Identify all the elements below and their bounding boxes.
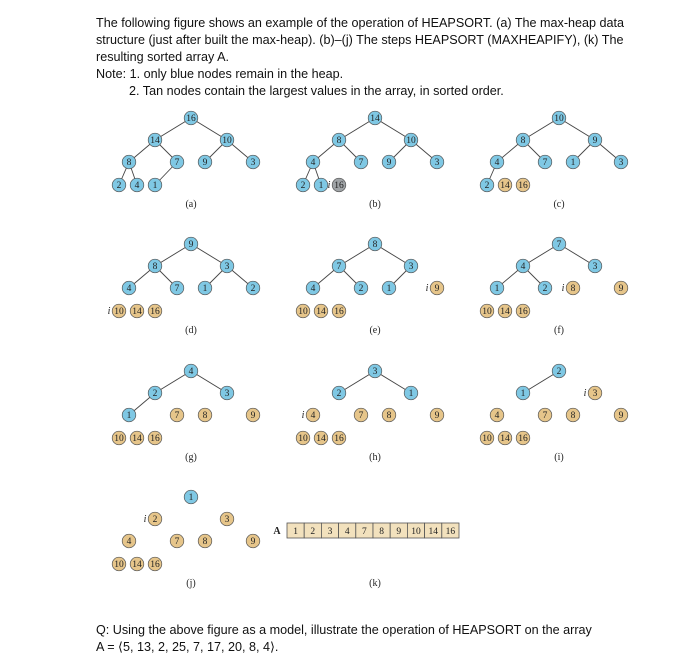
node-value: 8 [570,284,576,295]
node-value: 14 [500,434,510,445]
heap-node [354,281,368,295]
node-value: 7 [174,411,180,422]
node-value: 4 [520,262,526,273]
heap-node [246,155,260,169]
heap-node [490,281,504,295]
node-value: 10 [482,307,492,318]
node-value: 8 [202,537,208,548]
heap-node [404,259,418,273]
heap-node [614,155,628,169]
node-value: 16 [150,307,160,318]
panel-caption: (i) [554,452,564,463]
heap-node [382,155,396,169]
node-value: 14 [132,560,142,571]
heap-node [516,259,530,273]
intro-line-1: The following figure shows an example of the operation of HEAPSORT. (a) The max-heap data [96,16,625,30]
heap-node [170,281,184,295]
heap-node [588,259,602,273]
panel-caption: (j) [186,578,196,589]
heap-panel-g [112,364,260,463]
node-value: 2 [152,389,158,400]
node-value: 1 [202,284,208,295]
node-value: 16 [518,434,528,445]
node-value: 3 [592,262,598,273]
node-value: 2 [250,284,256,295]
node-value: 10 [298,307,308,318]
node-value: 10 [114,560,124,571]
node-value: 1 [520,389,526,400]
swap-index-mark: i [301,410,305,421]
heap-panel-j [112,490,260,589]
panel-caption: (b) [369,199,381,210]
node-value: 7 [174,284,180,295]
sorted-node [430,281,444,295]
sorted-node [430,408,444,422]
sorted-node [480,304,494,318]
node-value: 16 [518,307,528,318]
panel-caption: (a) [185,199,197,210]
heap-panel-b [296,111,444,210]
question-line-1: Q: Using the above figure as a model, illustrate the operation of HEAPSORT on the array [96,623,592,637]
sorted-node [306,408,320,422]
sorted-node [148,557,162,571]
array-cell-value: 16 [445,527,456,537]
sorted-node [122,534,136,548]
heap-node [246,281,260,295]
heap-panel-d [112,237,260,336]
heap-node [314,178,328,192]
node-value: 7 [358,158,364,169]
question-line-2: A = ⟨5, 13, 2, 25, 7, 17, 20, 8, 4⟩. [96,640,279,654]
node-value: 8 [202,411,208,422]
sorted-node [614,408,628,422]
sorted-node [198,408,212,422]
sorted-node [498,431,512,445]
swap-index-mark: i [107,306,111,317]
sorted-node [112,557,126,571]
node-value: 7 [174,537,180,548]
node-value: 2 [542,284,548,295]
sorted-node [170,408,184,422]
node-value: 16 [334,307,344,318]
node-value: 7 [542,411,548,422]
node-value: 2 [116,181,122,192]
sorted-node [246,408,260,422]
node-value: 14 [150,136,160,147]
node-value: 14 [370,114,380,125]
panel-caption: (c) [553,199,565,210]
node-value: 14 [132,434,142,445]
swap-index-mark: i [143,514,147,525]
node-value: 10 [406,136,416,147]
node-value: 2 [152,515,158,526]
heap-node [184,364,198,378]
sorted-node [614,281,628,295]
heap-node [552,237,566,251]
panel-caption: (g) [185,452,197,463]
node-value: 1 [408,389,414,400]
sorted-node [148,304,162,318]
heap-node [404,133,418,147]
node-value: 3 [434,158,440,169]
heap-node [516,133,530,147]
heap-node [220,259,234,273]
heap-node [332,386,346,400]
node-value: 3 [408,262,414,273]
node-value: 16 [334,181,344,192]
sorted-node [354,408,368,422]
panel-caption: (h) [369,452,381,463]
sorted-node [332,178,346,192]
array-cell-value: 9 [396,527,402,537]
heap-node [332,133,346,147]
node-value: 7 [174,158,180,169]
heap-node [306,155,320,169]
sorted-node [516,178,530,192]
heap-node [538,281,552,295]
heap-node [368,111,382,125]
heap-node [430,155,444,169]
node-value: 4 [134,181,140,192]
heap-node [148,259,162,273]
node-value: 1 [570,158,576,169]
array-cell-value: 14 [428,527,438,537]
node-value: 9 [434,411,440,422]
node-value: 16 [334,434,344,445]
array-cell-value: 7 [362,527,367,537]
node-value: 14 [132,307,142,318]
node-value: 4 [188,367,194,378]
heap-node [170,155,184,169]
node-value: 4 [310,411,316,422]
heap-node [122,155,136,169]
node-value: 1 [494,284,500,295]
sorted-node [516,304,530,318]
sorted-node [538,408,552,422]
node-value: 16 [150,560,160,571]
panel-caption: (d) [185,325,197,336]
node-value: 10 [114,434,124,445]
heap-node [220,133,234,147]
node-value: 3 [224,515,230,526]
node-value: 9 [250,411,256,422]
node-value: 8 [372,240,378,251]
node-value: 8 [386,411,392,422]
heap-node [332,259,346,273]
node-value: 7 [336,262,342,273]
node-value: 16 [186,114,196,125]
node-value: 10 [554,114,564,125]
node-value: 2 [336,389,342,400]
node-value: 8 [152,262,158,273]
heap-node [588,133,602,147]
heap-panel-c [480,111,628,210]
heap-node [368,364,382,378]
node-value: 4 [310,158,316,169]
node-value: 1 [188,493,194,504]
array-label: A [273,526,281,537]
node-value: 14 [500,307,510,318]
sorted-node [130,431,144,445]
panel-caption: (f) [554,325,564,336]
node-value: 1 [126,411,132,422]
node-value: 3 [224,389,230,400]
sorted-node [130,557,144,571]
node-value: 7 [542,158,548,169]
sorted-node [498,304,512,318]
node-value: 9 [592,136,598,147]
node-value: 8 [570,411,576,422]
node-value: 9 [188,240,194,251]
heap-node [552,111,566,125]
heap-node [184,490,198,504]
node-value: 2 [484,181,490,192]
array-cell-value: 4 [344,527,350,537]
sorted-node [130,304,144,318]
node-value: 3 [372,367,378,378]
sorted-node [332,431,346,445]
sorted-node [490,408,504,422]
node-value: 3 [250,158,256,169]
sorted-node [314,304,328,318]
heap-node [566,155,580,169]
note-2: 2. Tan nodes contain the largest values in the array, in sorted order. [129,84,504,98]
node-value: 14 [316,307,326,318]
node-value: 2 [556,367,562,378]
sorted-node [480,431,494,445]
sorted-node [382,408,396,422]
node-value: 4 [494,411,500,422]
sorted-node [198,534,212,548]
node-value: 3 [592,389,598,400]
node-value: 10 [222,136,232,147]
heap-node [552,364,566,378]
node-value: 2 [300,181,306,192]
heap-node [296,178,310,192]
node-value: 8 [126,158,132,169]
heap-node [148,178,162,192]
sorted-node [332,304,346,318]
sorted-node [170,534,184,548]
intro-line-2: structure (just after built the max-heap). (b)–(j) The steps HEAPSORT (MAXHEAPIFY), (k) The [96,33,624,47]
heap-node [368,237,382,251]
sorted-array [273,523,459,589]
sorted-node [220,512,234,526]
node-value: 2 [358,284,364,295]
array-cell-value: 1 [293,527,298,537]
node-value: 10 [114,307,124,318]
heap-node [404,386,418,400]
node-value: 16 [518,181,528,192]
intro-line-3: resulting sorted array A. [96,50,229,64]
sorted-node [588,386,602,400]
sorted-node [498,178,512,192]
node-value: 8 [520,136,526,147]
sorted-node [516,431,530,445]
heap-panel-h [296,364,444,463]
node-value: 14 [316,434,326,445]
sorted-node [148,431,162,445]
node-value: 9 [434,284,440,295]
sorted-node [566,408,580,422]
heap-node [354,155,368,169]
swap-index-mark: i [583,388,587,399]
array-cell-value: 10 [411,527,421,537]
question [96,622,676,656]
node-value: 8 [336,136,342,147]
sorted-node [296,431,310,445]
node-value: 3 [224,262,230,273]
sorted-node [314,431,328,445]
heap-node [220,386,234,400]
node-value: 7 [358,411,364,422]
array-cell-value: 2 [310,527,316,537]
node-value: 14 [500,181,510,192]
array-cell-value: 3 [327,527,333,537]
node-value: 4 [126,537,132,548]
heap-panel-i [480,364,628,463]
array-cell-value: 8 [379,527,384,537]
sorted-node [112,304,126,318]
heap-node [480,178,494,192]
node-value: 1 [386,284,392,295]
node-value: 4 [126,284,132,295]
panel-caption: (e) [369,325,381,336]
sorted-node [246,534,260,548]
node-value: 3 [618,158,624,169]
node-value: 10 [482,434,492,445]
heap-node [198,155,212,169]
node-value: 7 [556,240,562,251]
swap-index-mark: i [561,283,565,294]
heap-node [184,111,198,125]
sorted-node [112,431,126,445]
heap-node [538,155,552,169]
heap-node [382,281,396,295]
heap-node [198,281,212,295]
heap-node [122,281,136,295]
node-value: 10 [298,434,308,445]
heap-node [306,281,320,295]
heap-node [122,408,136,422]
heap-node [148,133,162,147]
node-value: 9 [386,158,392,169]
sorted-node [296,304,310,318]
array-caption: (k) [369,578,381,589]
sorted-node [566,281,580,295]
note-1: Note: 1. only blue nodes remain in the heap. [96,67,344,81]
node-value: 1 [152,181,158,192]
heap-node [130,178,144,192]
node-value: 9 [202,158,208,169]
node-value: 4 [310,284,316,295]
swap-index-mark: i [327,180,331,191]
heap-node [184,237,198,251]
heap-node [112,178,126,192]
heap-node [148,386,162,400]
heap-panel-f [480,237,628,336]
heap-panel-e [296,237,444,336]
swap-index-mark: i [425,283,429,294]
node-value: 9 [618,284,624,295]
node-value: 1 [318,181,324,192]
heap-node [490,155,504,169]
heap-node [516,386,530,400]
node-value: 9 [250,537,256,548]
sorted-node [148,512,162,526]
heap-panel-a [112,111,260,210]
node-value: 4 [494,158,500,169]
node-value: 16 [150,434,160,445]
node-value: 9 [618,411,624,422]
